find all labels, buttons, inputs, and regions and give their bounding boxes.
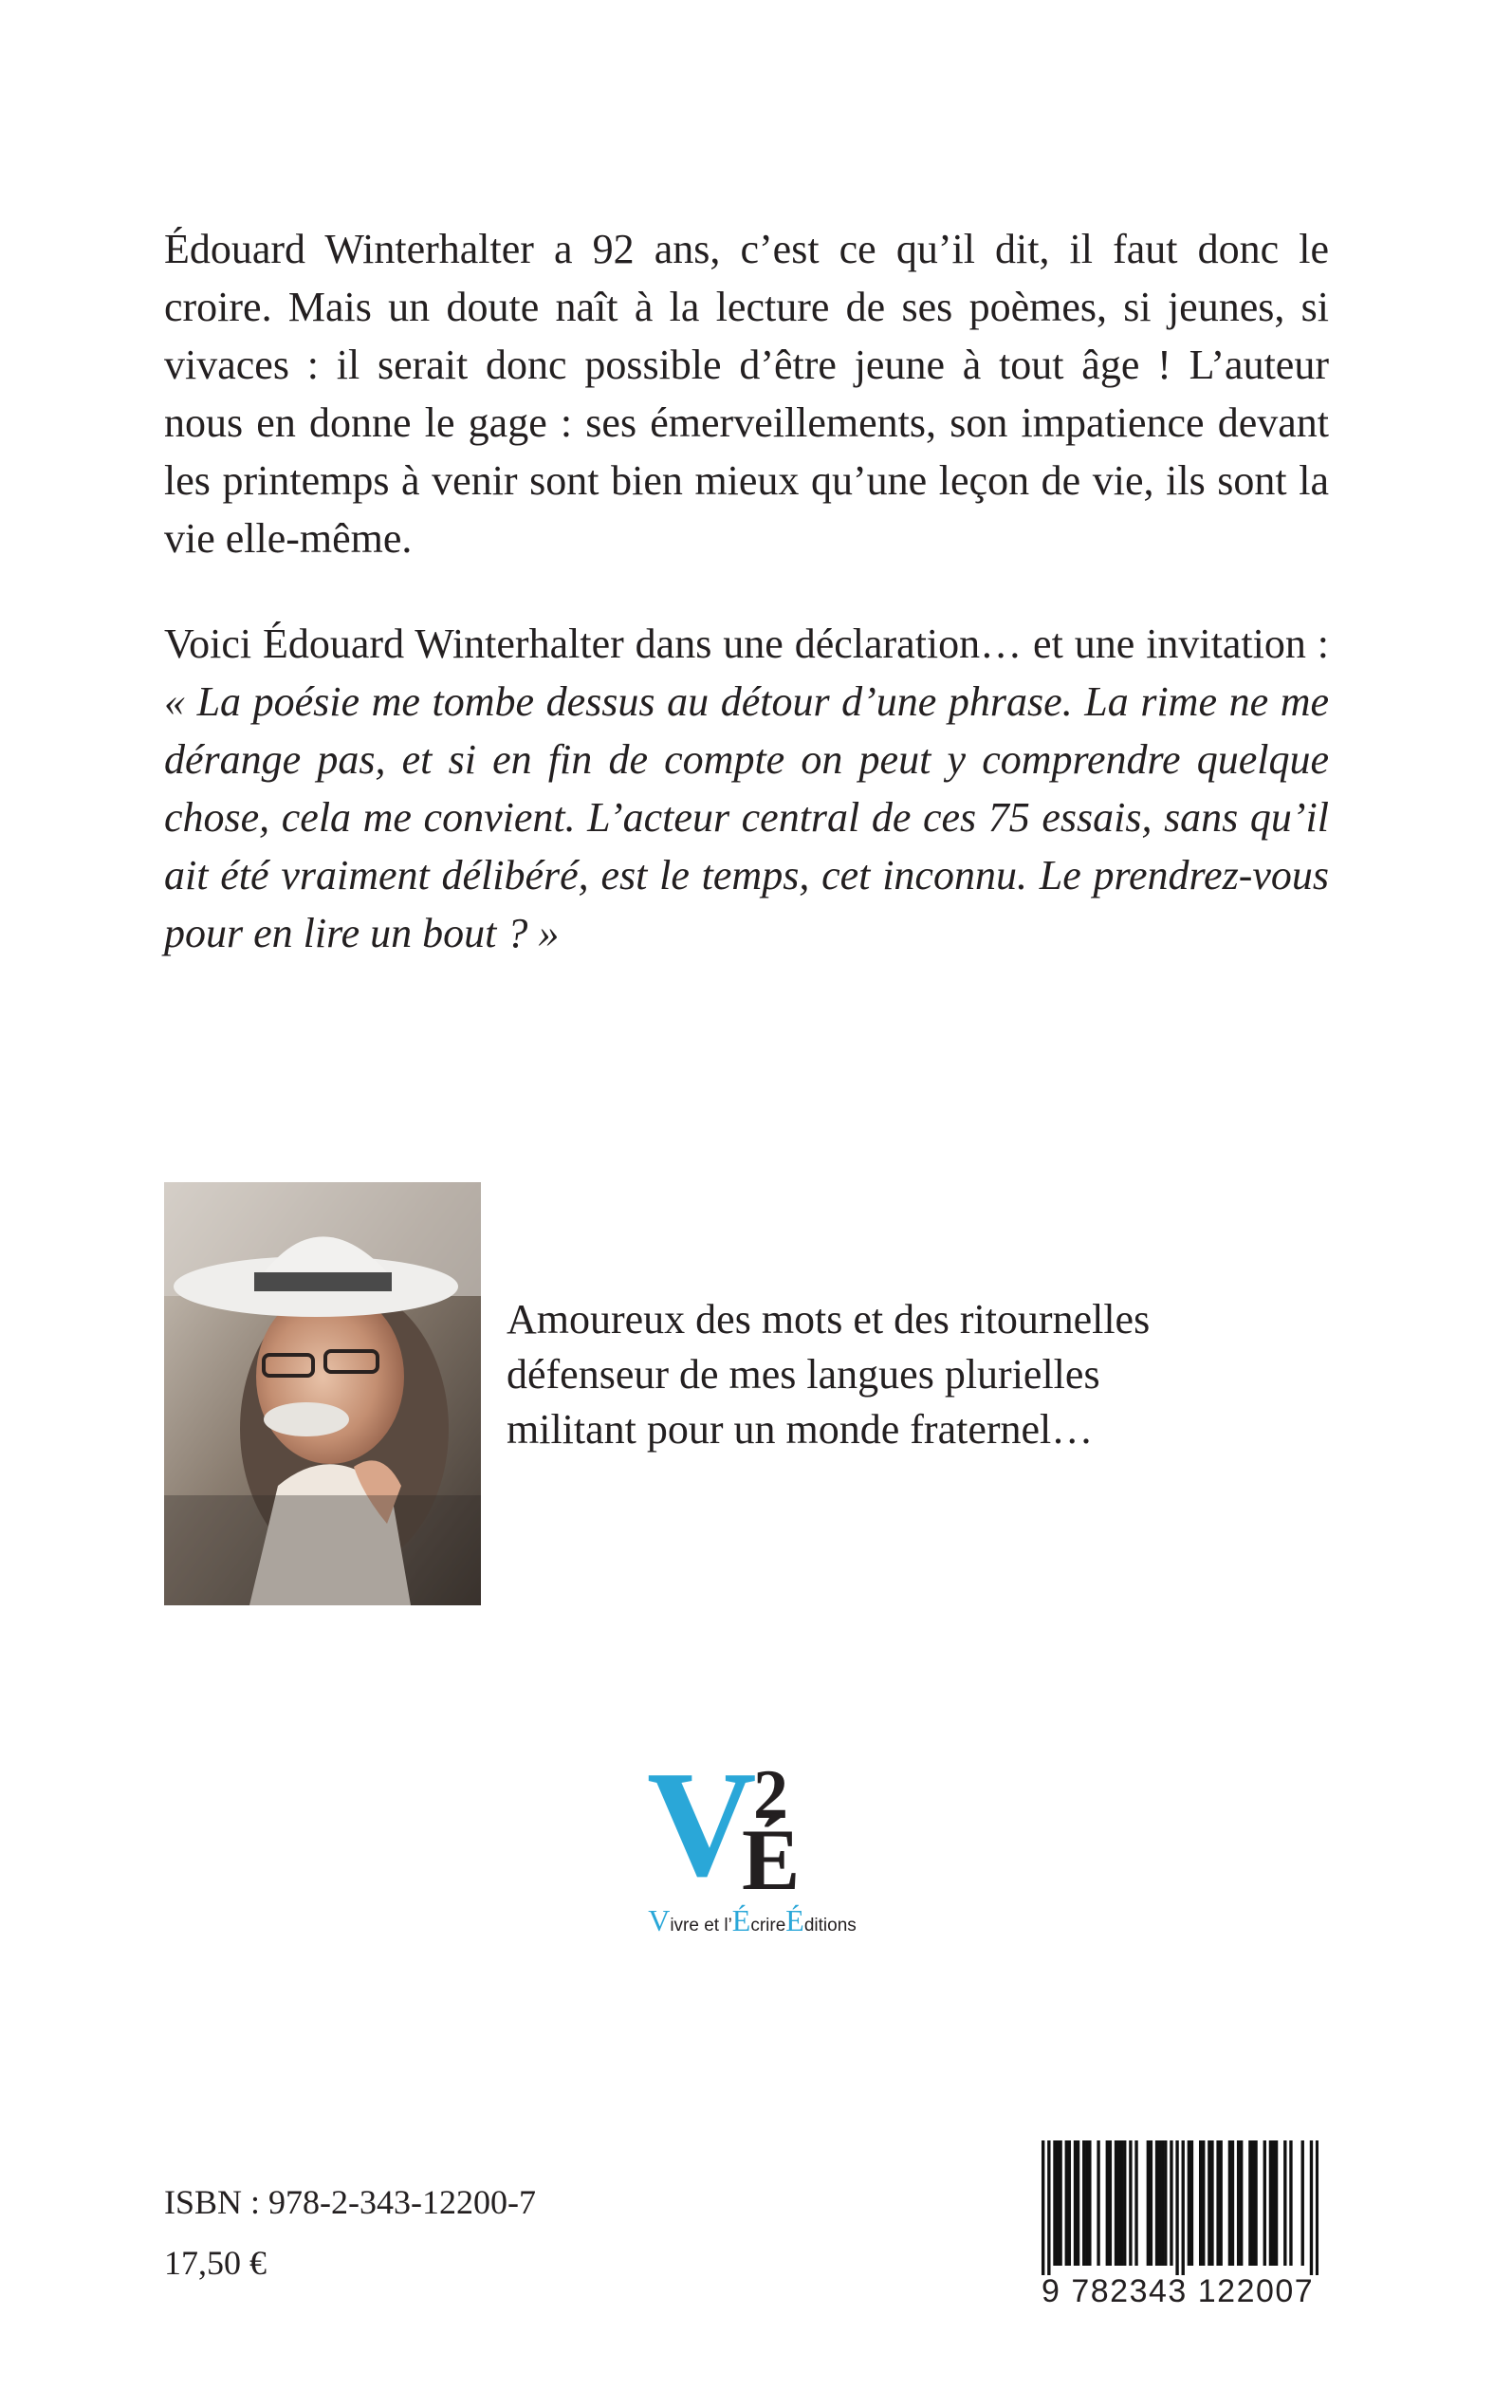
barcode-bar	[1301, 2140, 1304, 2266]
publisher-logo-mark	[618, 1751, 886, 1903]
barcode-bar	[1289, 2140, 1292, 2266]
barcode-bar	[1182, 2140, 1185, 2275]
barcode-bar	[1074, 2140, 1077, 2266]
author-quote: « La poésie me tombe dessus au détour d’une phrase. La rime ne me dérange pas, et si en fin de compte on peut y comprendre quelque chose, cela me convient. L’acteur central de ces 75 essais, sans qu’il ait été vraiment délibéré, est le temps, cet inconnu. Le prendrez-vous pour en lire un bout ? »	[164, 678, 1329, 956]
barcode-bar	[1175, 2140, 1178, 2275]
isbn-label: ISBN : 978-2-343-12200-7	[164, 2183, 536, 2221]
logo-letter-v: V	[647, 1751, 757, 1903]
publisher-name-part: É	[785, 1903, 804, 1937]
barcode-bar	[1042, 2140, 1044, 2275]
author-photo	[164, 1182, 481, 1605]
barcode-bar	[1228, 2140, 1231, 2266]
barcode-bar	[1056, 2140, 1059, 2266]
publisher-name	[618, 1903, 886, 1938]
barcode-bar	[1188, 2140, 1190, 2266]
barcode-bar	[1068, 2140, 1071, 2266]
barcode-bar	[1150, 2140, 1152, 2266]
barcode-bar	[1248, 2140, 1251, 2266]
barcode-bar	[1170, 2140, 1172, 2266]
barcode-bar	[1120, 2140, 1123, 2266]
barcode-bar	[1269, 2140, 1272, 2266]
barcode-bar	[1129, 2140, 1132, 2266]
price-label: 17,50 €	[164, 2244, 267, 2282]
barcode-bar	[1199, 2140, 1202, 2266]
barcode-bar	[1231, 2140, 1234, 2266]
publisher-name-part: V	[648, 1903, 671, 1937]
barcode-bar	[1059, 2140, 1061, 2266]
blurb-paragraph-2-intro: Voici Édouard Winterhalter dans une déclaration… et une invitation :	[164, 621, 1329, 667]
publisher-name-part: crire	[750, 1916, 786, 1936]
barcode-bar	[1155, 2140, 1158, 2266]
barcode-bar	[1237, 2140, 1240, 2266]
barcode-bar	[1134, 2140, 1137, 2266]
barcode-bar	[1210, 2140, 1213, 2266]
barcode	[1042, 2140, 1318, 2275]
verse-line: défenseur de mes langues plurielles	[507, 1351, 1100, 1398]
verse-line: militant pour un monde fraternel…	[507, 1406, 1094, 1453]
barcode-bar	[1283, 2140, 1286, 2266]
barcode-bar	[1275, 2140, 1278, 2266]
barcode-bar	[1088, 2140, 1091, 2266]
blurb-paragraph-1: Édouard Winterhalter a 92 ans, c’est ce qu’il dit, il faut donc le croire. Mais un doute naît à la lecture de ses poèmes, si jeunes, si vivaces : il serait donc possible d’être jeune à tout âge ! L’auteur nous en donne le gage : ses émerveillements, son impatience devant les printemps à venir sont bien mieux qu’une leçon de vie, ils sont la vie elle-même.	[164, 226, 1329, 562]
barcode-bar	[1310, 2140, 1313, 2275]
barcode-bar	[1077, 2140, 1079, 2266]
barcode-bar	[1082, 2140, 1085, 2266]
barcode-bar	[1263, 2140, 1266, 2266]
barcode-bar	[1106, 2140, 1109, 2266]
verse-line: Amoureux des mots et des ritournelles	[507, 1296, 1151, 1343]
barcode-bar	[1123, 2140, 1126, 2266]
barcode-bar	[1316, 2140, 1318, 2275]
barcode-bar	[1251, 2140, 1254, 2266]
barcode-bar	[1117, 2140, 1120, 2266]
barcode-bar	[1219, 2140, 1222, 2266]
barcode-bar	[1085, 2140, 1088, 2266]
logo-letter-e: É	[742, 1811, 801, 1903]
barcode-bar	[1216, 2140, 1219, 2266]
publisher-name-part: É	[731, 1903, 751, 1937]
barcode-bar	[1161, 2140, 1164, 2266]
barcode-bar	[1115, 2140, 1117, 2266]
barcode-bar	[1202, 2140, 1205, 2266]
barcode-bar	[1272, 2140, 1275, 2266]
blurb-paragraph-2	[164, 615, 1329, 962]
barcode-bar	[1053, 2140, 1056, 2266]
publisher-name-part: ditions	[803, 1916, 857, 1936]
barcode-bar	[1097, 2140, 1099, 2266]
barcode-bar	[1147, 2140, 1150, 2266]
barcode-bar	[1065, 2140, 1068, 2266]
barcode-bar	[1158, 2140, 1161, 2266]
author-verse	[507, 1292, 1150, 1457]
barcode-bar	[1164, 2140, 1167, 2266]
publisher-logo	[618, 1751, 886, 1951]
barcode-bar	[1047, 2140, 1050, 2275]
barcode-bar	[1190, 2140, 1193, 2266]
barcode-digits: 9 782343 122007	[1042, 2273, 1315, 2309]
publisher-name-part: ivre et l’	[670, 1916, 732, 1936]
barcode-bar	[1254, 2140, 1257, 2266]
barcode-bar	[1109, 2140, 1112, 2266]
barcode-bar	[1208, 2140, 1210, 2266]
logo-letter-2: 2	[753, 1756, 788, 1834]
barcode-bar	[1240, 2140, 1243, 2266]
